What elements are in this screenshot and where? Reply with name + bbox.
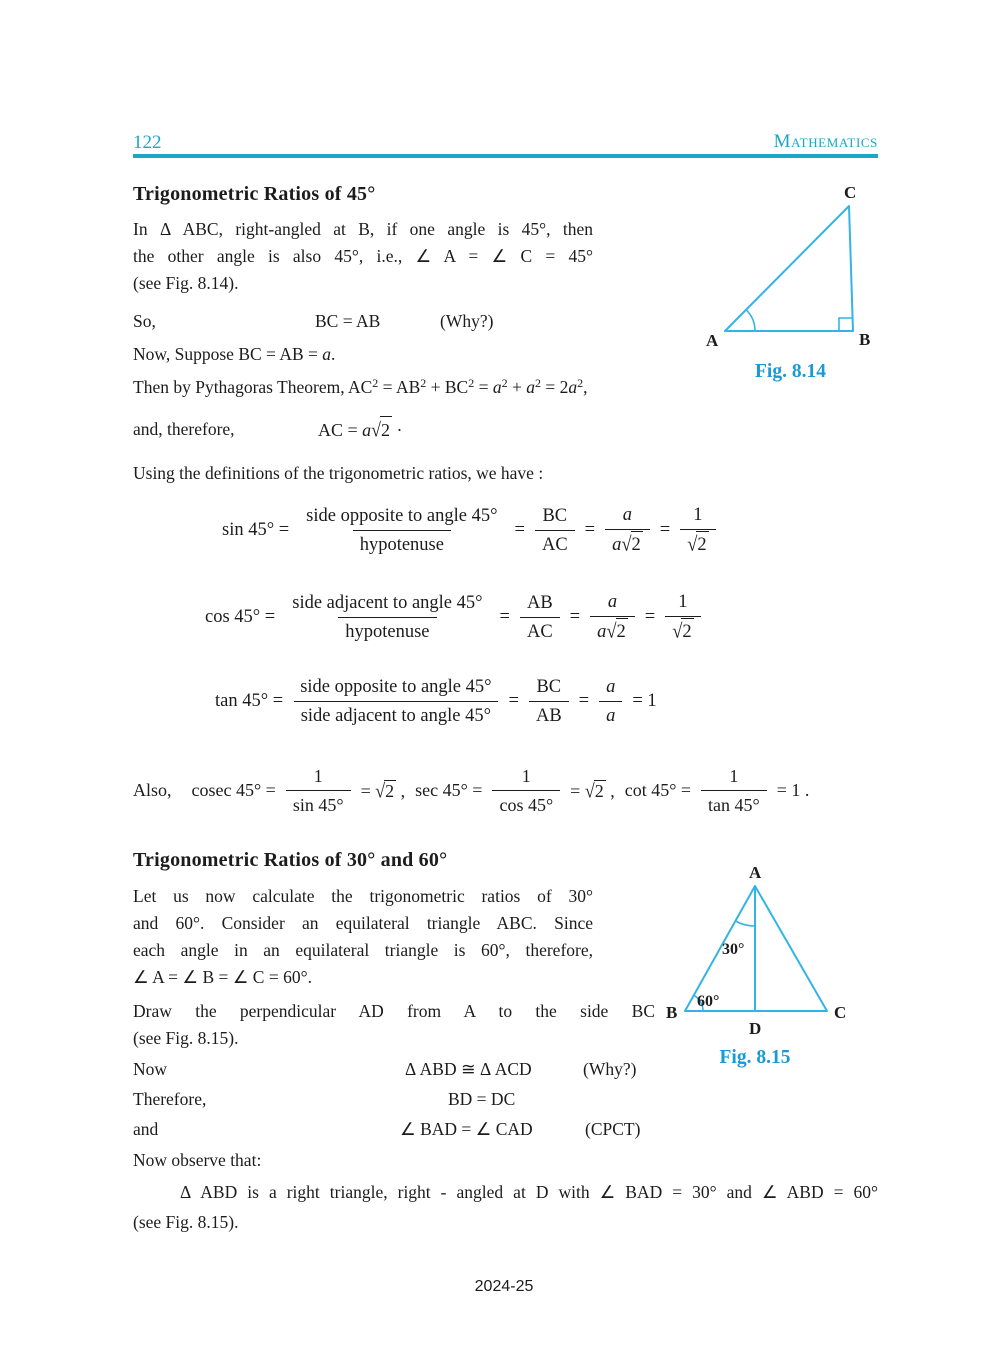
equation-tail: = 1 [632, 691, 657, 711]
fraction-values: $\frac{a}{a√2}$ [590, 589, 635, 645]
equation-tan-45 [215, 674, 657, 729]
equation-reciprocal-ratios [133, 763, 809, 818]
statement-label: So, [133, 311, 156, 331]
equals-sign: = [578, 691, 590, 711]
angle-label-60: 60° [697, 993, 720, 1010]
vertex-label-a: A [749, 864, 762, 882]
paragraph-final-line: (see Fig. 8.15). [133, 1212, 239, 1232]
page-number: 122 [133, 132, 162, 153]
equals-sign: = [644, 606, 656, 627]
cot-result: = 1 . [776, 780, 810, 800]
equation-lhs: cos 45° = [205, 606, 276, 627]
fraction-result: $\frac{1}{√2}$ [665, 589, 700, 645]
statement-equation: AC = a√2 · [318, 416, 403, 444]
cot-lhs: cot 45° = [624, 780, 692, 800]
statement-note: (Why?) [583, 1059, 637, 1079]
fraction-sides: $\frac{BC}{AC}$ [535, 503, 575, 558]
paragraph-45-line: In Δ ABC, right-angled at B, if one angle is 45°, then [133, 219, 593, 239]
equals-sign: = [569, 606, 581, 627]
statement-note: (CPCT) [585, 1119, 641, 1139]
equals-sign: = [514, 519, 525, 540]
figure-8-15 [655, 864, 855, 1069]
statement-label: and, therefore, [133, 419, 235, 439]
equals-sign: = [508, 691, 519, 711]
fraction-sec: $\frac{1}{\cos 45^\circ}$ [492, 763, 560, 818]
statement-text: Now, Suppose BC = AB = a. [133, 344, 336, 364]
fraction-cot: $\frac{1}{\tan 45^\circ}$ [701, 763, 767, 818]
figure-8-15-drawing [655, 864, 855, 1038]
angle-label-30: 30° [722, 941, 745, 958]
vertex-label-a: A [706, 331, 719, 350]
fraction-definition: $\frac{\text{side adjacent to angle 45°}}{\text{hypotenuse}}$ [285, 590, 489, 645]
fraction-definition: $\frac{\text{side opposite to angle 45°}}{\text{hypotenuse}}$ [299, 503, 504, 558]
equation-lhs: sin 45° = [222, 519, 290, 540]
fraction-values: $\frac{a}{a√2}$ [605, 502, 650, 558]
equals-sign: = [584, 519, 596, 540]
statement-so [133, 308, 878, 335]
figure-8-15-caption: Fig. 8.15 [719, 1047, 791, 1068]
footer-edition: 2024-25 [474, 1278, 534, 1295]
statement-label: Therefore, [133, 1089, 207, 1109]
statement-bad-cad [133, 1116, 878, 1143]
also-label: Also, [133, 780, 172, 800]
statement-pythagoras [133, 374, 878, 401]
statement-label: Now [133, 1059, 168, 1079]
statement-suppose [133, 341, 878, 368]
statement-note: (Why?) [440, 311, 494, 331]
statement-using [133, 460, 878, 487]
running-header-subject: Mathematics [773, 131, 878, 152]
fraction-sides: $\frac{BC}{AB}$ [529, 674, 569, 729]
angle-arc-a [735, 921, 755, 926]
equals-sign: = [499, 606, 510, 627]
paragraph-45-line: the other angle is also 45°, i.e., ∠ A = ∠ C = 45° [133, 246, 593, 266]
fraction-values: $\frac{a}{a}$ [599, 674, 622, 729]
statement-text: Then by Pythagoras Theorem, $AC^2 = AB^2 + BC^2 = a^2 + a^2 = 2a^2$, [133, 376, 588, 397]
fraction-result: $\frac{1}{√2}$ [680, 502, 715, 558]
paragraph-3060-line: and 60°. Consider an equilateral triangle ABC. Since [133, 913, 593, 933]
vertex-label-d: D [749, 1019, 762, 1038]
paragraph-final-line: Δ ABD is a right triangle, right - angled at D with ∠ BAD = 30° and ∠ ABD = 60° [180, 1182, 878, 1202]
cosec-result: = √2 , [360, 779, 406, 802]
paragraph-draw-line: Draw the perpendicular AD from A to the side BC [133, 1001, 655, 1021]
section-heading-45: Trigonometric Ratios of 45° [133, 183, 376, 205]
sec-lhs: sec 45° = [415, 780, 483, 800]
equals-sign: = [659, 519, 671, 540]
vertex-label-c: C [844, 183, 857, 202]
statement-bd-dc [133, 1086, 878, 1113]
equation-sin-45 [222, 502, 716, 558]
statement-text: Using the definitions of the trigonometric ratios, we have : [133, 463, 544, 483]
paragraph-3060-line: ∠ A = ∠ B = ∠ C = 60°. [133, 967, 312, 987]
fraction-cosec: $\frac{1}{\sin 45^\circ}$ [286, 763, 351, 818]
statement-equation: BD = DC [448, 1089, 516, 1109]
equation-cos-45 [205, 589, 701, 645]
sec-result: = √2 , [570, 779, 615, 802]
header-rule [133, 154, 878, 158]
equation-lhs: tan 45° = [215, 691, 284, 711]
statement-equation: BC = AB [315, 311, 381, 331]
paragraph-45-line: (see Fig. 8.14). [133, 273, 239, 293]
statement-observe [133, 1147, 878, 1174]
paragraph-3060-line: Let us now calculate the trigonometric ratios of 30° [133, 886, 593, 906]
statement-therefore [133, 412, 878, 446]
fraction-sides: $\frac{AB}{AC}$ [520, 590, 560, 645]
paragraph-3060-line: each angle in an equilateral triangle is 60°, therefore, [133, 940, 593, 960]
statement-equation: ∠ BAD = ∠ CAD [400, 1119, 533, 1139]
statement-label: and [133, 1119, 159, 1139]
figure-8-14-caption: Fig. 8.14 [755, 361, 826, 382]
cosec-lhs: cosec 45° = [191, 780, 276, 800]
section-heading-30-60: Trigonometric Ratios of 30° and 60° [133, 849, 448, 871]
vertex-label-c: C [834, 1003, 847, 1022]
statement-text: Now observe that: [133, 1150, 262, 1170]
fraction-definition: $\frac{\text{side opposite to angle 45°}}{\text{side adjacent to angle 45°}}$ [293, 674, 498, 729]
vertex-label-b: B [666, 1003, 678, 1022]
paragraph-draw-line: (see Fig. 8.15). [133, 1028, 239, 1048]
statement-equation: Δ ABD ≅ Δ ACD [405, 1059, 532, 1079]
vertex-label-b: B [859, 330, 871, 349]
statement-congruence [133, 1056, 878, 1083]
